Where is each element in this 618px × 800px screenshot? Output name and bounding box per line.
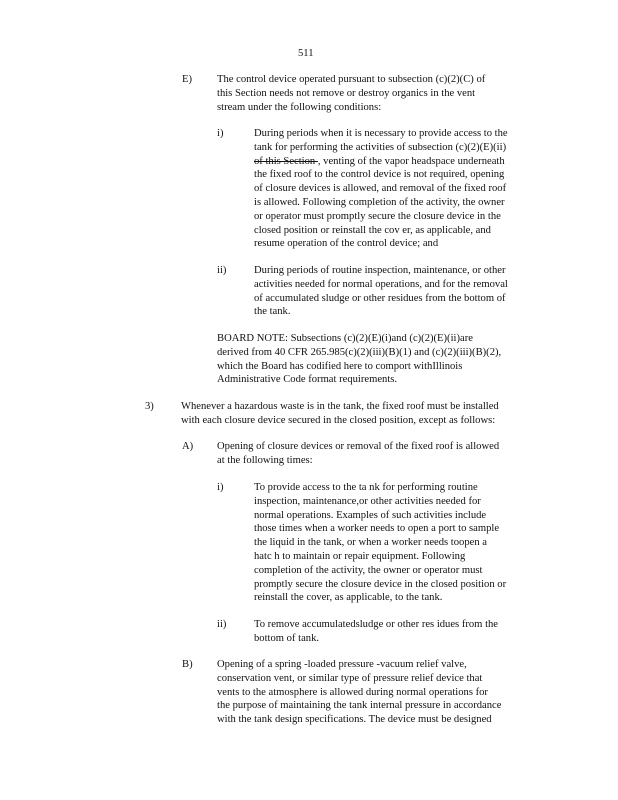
text-line: Whenever a hazardous waste is in the tank, the fixed roof must be installed (181, 401, 499, 412)
text-line: stream under the following conditions: (217, 101, 382, 113)
text-line: hatc h to maintain or repair equipment. Following (254, 550, 466, 562)
text-line: reinstall the cover, as applicable, to the tank. (254, 592, 443, 604)
item-label-E-ii: ii) (217, 265, 227, 276)
paragraph-A (217, 440, 537, 468)
item-label-A-ii: ii) (217, 619, 227, 630)
item-label-E: E) (182, 74, 192, 85)
item-label-E-i: i) (217, 128, 224, 139)
text-line: activities needed for normal operations, and for the removal (254, 278, 508, 290)
text-line: BOARD NOTE: Subsections (c)(2)(E)(i)and (c)(2)(E)(ii)are (217, 333, 473, 344)
text-line: with the tank design specifications. The device must be designed (217, 714, 492, 726)
text-line: derived from 40 CFR 265.985(c)(2)(iii)(B)(1) and (c)(2)(iii)(B)(2), (217, 346, 502, 358)
text-line: Opening of closure devices or removal of the fixed roof is allowed (217, 441, 500, 452)
text-line: During periods of routine inspection, maintenance, or other (254, 265, 506, 276)
text-line: the tank. (254, 306, 291, 318)
text-line: closed position or reinstall the cov er, as applicable, and (254, 224, 491, 236)
text-line: the liquid in the tank, or when a worker needs toopen a (254, 537, 487, 549)
text-line: The control device operated pursuant to subsection (c)(2)(C) of (217, 74, 486, 85)
text-line: this Section needs not remove or destroy organics in the vent (217, 87, 476, 99)
text-line: the purpose of maintaining the tank internal pressure in accordance (217, 700, 502, 712)
text-line: vents to the atmosphere is allowed during normal operations for (217, 686, 488, 698)
text-line: To provide access to the ta nk for performing routine (254, 482, 478, 493)
text-line: resume operation of the control device; and (254, 238, 439, 250)
text-line: of closure devices is allowed, and removal of the fixed roof (254, 183, 507, 195)
text-line: of accumulated sludge or other residues from the bottom of (254, 292, 506, 304)
paragraph-B (217, 658, 537, 727)
text-line: Opening of a spring -loaded pressure -vacuum relief valve, (217, 659, 467, 670)
struck-text: of this Section (254, 155, 318, 167)
paragraph-E-i (254, 127, 544, 251)
paragraph-A-ii (254, 618, 534, 646)
text-line: conservation vent, or similar type of pressure relief device that (217, 672, 483, 684)
text-line: or operator must promptly secure the closure device in the (254, 210, 501, 222)
text-line (254, 155, 544, 169)
text-line: During periods when it is necessary to provide access to the (254, 128, 508, 139)
item-label-3: 3) (145, 401, 154, 412)
text-line: completion of the activity, the owner or operator must (254, 564, 483, 576)
text-line: at the following times: (217, 454, 313, 466)
item-label-B: B) (182, 659, 193, 670)
text-line: the fixed roof to the control device is not required, opening (254, 169, 505, 181)
text-line: To remove accumulatedsludge or other res idues from the (254, 619, 499, 630)
page-number: 511 (298, 48, 314, 59)
paragraph-A-i (254, 481, 544, 605)
text-line: tank for performing the activities of subsection (c)(2)(E)(ii) (254, 141, 507, 153)
text-line: which the Board has codified here to comport withIllinois (217, 360, 463, 372)
paragraph-E (217, 73, 527, 114)
text-line: promptly secure the closure device in the closed position or (254, 578, 507, 590)
text-line: inspection, maintenance,or other activities needed for (254, 495, 481, 507)
text-line: those times when a worker needs to open a port to sample (254, 523, 500, 535)
paragraph-3 (181, 400, 541, 428)
text-line: normal operations. Examples of such activities include (254, 509, 487, 521)
item-label-A-i: i) (217, 482, 224, 493)
text-line: Administrative Code format requirements. (217, 374, 398, 386)
text-line: with each closure device secured in the closed position, except as follows: (181, 414, 496, 426)
board-note (217, 332, 547, 387)
paragraph-E-ii (254, 264, 544, 319)
text-fragment: , venting of the vapor headspace underneath (317, 155, 505, 167)
text-line: is allowed. Following completion of the activity, the owner (254, 196, 505, 208)
item-label-A: A) (182, 441, 194, 452)
text-line: bottom of tank. (254, 632, 320, 644)
